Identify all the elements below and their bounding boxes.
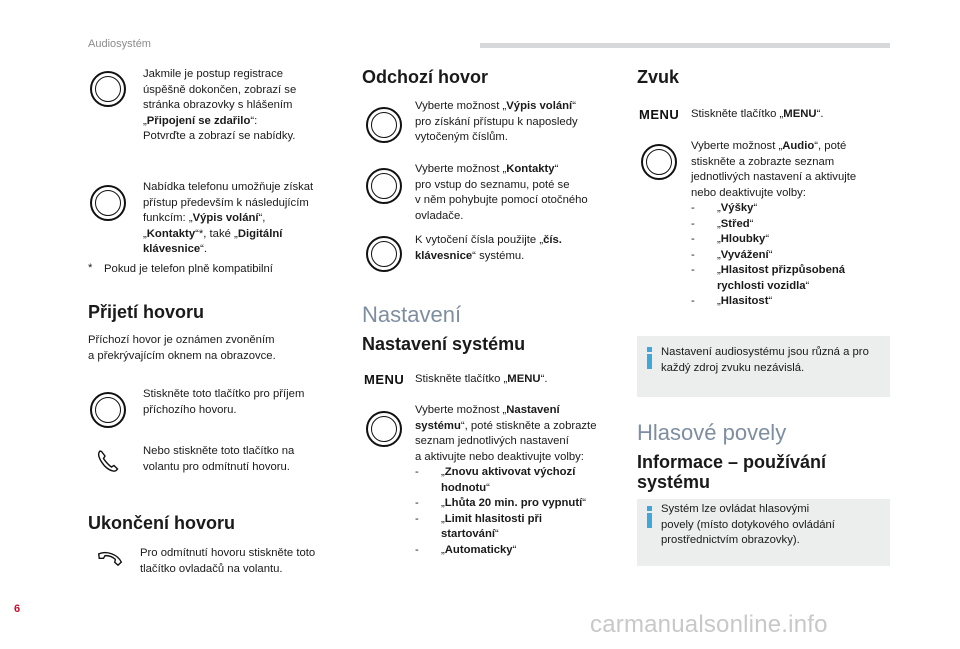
list-item: - „Znovu aktivovat výchozí <box>415 466 576 478</box>
list-item: - „Výšky“ <box>691 202 758 214</box>
sound-heading: Zvuk <box>637 67 680 87</box>
rotary-dial-icon <box>366 411 402 447</box>
list-item: - „Hlasitost“ <box>691 295 773 307</box>
menu-button-icon: MENU <box>639 107 680 122</box>
incoming-call-heading: Přijetí hovoru <box>88 302 205 322</box>
end-call-heading: Ukončení hovoru <box>88 513 236 533</box>
press-menu-text: Stiskněte tlačítko „MENU“. <box>691 108 824 120</box>
phone-handset-icon <box>95 448 121 474</box>
list-item: - „Lhůta 20 min. pro vypnutí“ <box>415 497 586 509</box>
rotary-dial-icon <box>641 144 677 180</box>
list-item: - „Hlasitost přizpůsobená <box>691 264 846 276</box>
info-icon <box>647 506 653 528</box>
list-item: - „Limit hlasitosti při <box>415 512 543 525</box>
rotary-dial-icon <box>90 392 126 428</box>
outgoing-call-heading: Odchozí hovor <box>362 67 488 87</box>
rotary-dial-icon <box>90 185 126 221</box>
header-bar <box>480 43 890 48</box>
usage-info-heading: Informace – používání systému <box>637 452 827 492</box>
footnote-mark: * <box>88 262 93 274</box>
incoming-call-desc: Příchozí hovor je oznámen zvoněním a překrývajícím oknem na obrazovce. <box>88 334 276 362</box>
info-box-audio <box>637 336 890 397</box>
contacts-text: Vyberte možnost „Kontakty“ pro vstup do seznamu, poté se v něm pohybujte pomocí otočného ovladače. <box>415 163 588 222</box>
rotary-dial-icon <box>366 236 402 272</box>
running-header: Audiosystém <box>88 38 151 50</box>
watermark: carmanualsonline.info <box>590 611 828 638</box>
info-text: Systém lze ovládat hlasovými povely (místo dotykového ovládání prostřednictvím obrazovky). <box>661 503 835 546</box>
info-box-voice <box>637 499 890 566</box>
phone-menu-text: Nabídka telefonu umožňuje získat přístup především k následujícím funkcím: „Výpis volání“, „Kontakty“*, také „Digitální klávesnice“. <box>143 181 314 255</box>
end-call-text: Pro odmítnutí hovoru stiskněte toto tlačítko ovladačů na volantu. <box>140 547 316 575</box>
list-item: startování“ <box>441 528 499 540</box>
voice-commands-heading: Hlasové povely <box>637 420 787 445</box>
info-text: Nastavení audiosystému jsou různá a pro každý zdroj zvuku nezávislá. <box>661 346 869 374</box>
info-icon <box>647 347 653 369</box>
settings-heading: Nastavení <box>362 302 462 327</box>
rotary-dial-icon <box>366 107 402 143</box>
list-item: rychlosti vozidla“ <box>717 279 810 292</box>
keypad-text: K vytočení čísla použijte „čís. klávesnice“ systému. <box>415 234 562 262</box>
system-settings-heading: Nastavení systému <box>362 334 526 354</box>
list-item: - „Střed“ <box>691 217 754 230</box>
list-item: - „Automaticky“ <box>415 543 517 556</box>
page-number: 6 <box>14 603 21 615</box>
call-log-text: Vyberte možnost „Výpis volání“ pro získání přístupu k naposledy vytočeným číslům. <box>415 100 578 143</box>
system-settings-text: Vyberte možnost „Nastavení systému“, poté stiskněte a zobrazte seznam jednotlivých nastavení a aktivujte nebo deaktivujte volby: - „Znovu aktivovat výchozí hodnotu“ - „Lhůta 20 min. pro vypnutí“ - „Limit hlasitosti při startování“ - „Automaticky“ <box>415 403 615 558</box>
list-item: - „Vyvážení“ <box>691 248 773 261</box>
hangup-handset-icon <box>95 548 125 570</box>
footnote: Pokud je telefon plně kompatibilní <box>104 263 273 275</box>
accept-call-text: Stiskněte toto tlačítko pro příjem příchozího hovoru. <box>143 388 305 416</box>
menu-button-icon: MENU <box>364 372 405 387</box>
registration-text: Jakmile je postup registrace úspěšně dokončen, zobrazí se stránka obrazovky s hlášením „Připojení se zdařilo“: Potvrďte a zobrazí se nabídky. <box>143 68 297 142</box>
press-menu-text: Stiskněte tlačítko „MENU“. <box>415 373 548 385</box>
list-item: - „Hloubky“ <box>691 233 770 245</box>
audio-settings-text: Vyberte možnost „Audio“, poté stiskněte a zobrazte seznam jednotlivých nastavení a aktivujte nebo deaktivujte volby: - „Výšky“ - „Střed“ - „Hloubky“ - „Vyvážení“ - „Hlasitost přizpůsobená rychlosti vozidla“ - „Hlasitost“ <box>691 139 891 310</box>
rotary-dial-icon <box>90 71 126 107</box>
rotary-dial-icon <box>366 168 402 204</box>
list-item: hodnotu“ <box>441 481 490 494</box>
reject-call-text: Nebo stiskněte toto tlačítko na volantu pro odmítnutí hovoru. <box>143 445 295 473</box>
